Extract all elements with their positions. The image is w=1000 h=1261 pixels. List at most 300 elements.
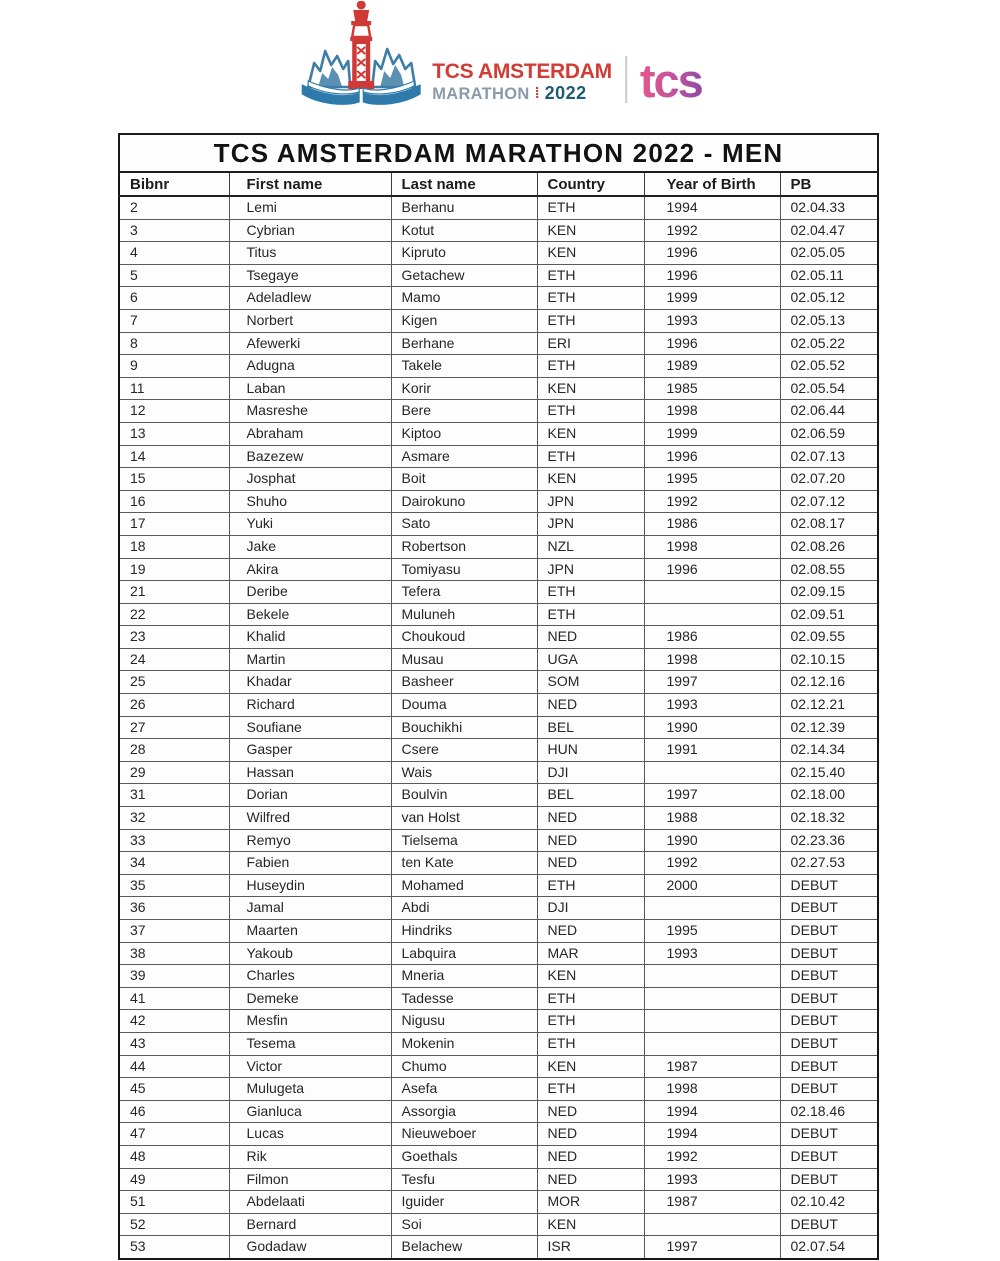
pb-cell: 02.18.46: [780, 1100, 878, 1123]
runner-row: [119, 581, 878, 604]
pb-cell: 02.18.32: [780, 807, 878, 830]
pb-cell: 02.09.55: [780, 626, 878, 649]
bibnr-cell: 42: [119, 1010, 229, 1033]
country-cell: ETH: [537, 581, 644, 604]
runner-row: [119, 1145, 878, 1168]
pb-cell: DEBUT: [780, 965, 878, 988]
bibnr-cell: 49: [119, 1168, 229, 1191]
country-cell: NED: [537, 694, 644, 717]
runner-row: [119, 264, 878, 287]
pb-cell: 02.05.22: [780, 332, 878, 355]
column-header-last-name: Last name: [391, 172, 537, 196]
runner-row: [119, 648, 878, 671]
last-name-cell: Mohamed: [391, 874, 537, 897]
runner-row: [119, 468, 878, 491]
runner-row: [119, 309, 878, 332]
year-of-birth-cell: 1993: [644, 942, 780, 965]
year-of-birth-cell: [644, 897, 780, 920]
country-cell: NED: [537, 1100, 644, 1123]
bibnr-cell: 7: [119, 309, 229, 332]
runner-row: [119, 1100, 878, 1123]
column-header-pb: PB: [780, 172, 878, 196]
country-cell: NED: [537, 626, 644, 649]
first-name-cell: Wilfred: [229, 807, 391, 830]
pb-cell: DEBUT: [780, 1123, 878, 1146]
bibnr-cell: 17: [119, 513, 229, 536]
year-of-birth-cell: 1998: [644, 1078, 780, 1101]
last-name-cell: Abdi: [391, 897, 537, 920]
last-name-cell: Tomiyasu: [391, 558, 537, 581]
column-header-country: Country: [537, 172, 644, 196]
year-of-birth-cell: 1992: [644, 490, 780, 513]
logo-dots-separator-icon: ⁞: [534, 84, 540, 102]
bibnr-cell: 14: [119, 445, 229, 468]
bibnr-cell: 39: [119, 965, 229, 988]
first-name-cell: Khadar: [229, 671, 391, 694]
last-name-cell: Kiptoo: [391, 422, 537, 445]
runner-row: [119, 920, 878, 943]
last-name-cell: Musau: [391, 648, 537, 671]
bibnr-cell: 28: [119, 739, 229, 762]
bibnr-cell: 24: [119, 648, 229, 671]
pb-cell: 02.06.59: [780, 422, 878, 445]
year-of-birth-cell: 1997: [644, 1236, 780, 1259]
first-name-cell: Yakoub: [229, 942, 391, 965]
year-of-birth-cell: 1992: [644, 1145, 780, 1168]
year-of-birth-cell: [644, 1032, 780, 1055]
runner-row: [119, 987, 878, 1010]
country-cell: NED: [537, 829, 644, 852]
first-name-cell: Remyo: [229, 829, 391, 852]
year-of-birth-cell: 1994: [644, 1100, 780, 1123]
last-name-cell: Korir: [391, 377, 537, 400]
runner-row: [119, 1191, 878, 1214]
last-name-cell: van Holst: [391, 807, 537, 830]
last-name-cell: Soi: [391, 1213, 537, 1236]
country-cell: NED: [537, 852, 644, 875]
runner-row: [119, 377, 878, 400]
year-of-birth-cell: 1998: [644, 400, 780, 423]
runner-row: [119, 242, 878, 265]
table-title: TCS AMSTERDAM MARATHON 2022 - MEN: [119, 134, 878, 172]
last-name-cell: Labquira: [391, 942, 537, 965]
logo-title-line2: [432, 84, 612, 103]
country-cell: NZL: [537, 535, 644, 558]
first-name-cell: Lucas: [229, 1123, 391, 1146]
runner-row: [119, 535, 878, 558]
pb-cell: 02.10.42: [780, 1191, 878, 1214]
bibnr-cell: 52: [119, 1213, 229, 1236]
column-header-year-of-birth: Year of Birth: [644, 172, 780, 196]
country-cell: ETH: [537, 445, 644, 468]
pb-cell: DEBUT: [780, 1213, 878, 1236]
pb-cell: DEBUT: [780, 874, 878, 897]
pb-cell: 02.07.54: [780, 1236, 878, 1259]
bibnr-cell: 25: [119, 671, 229, 694]
runner-row: [119, 1168, 878, 1191]
marathon-logo: [298, 0, 702, 107]
first-name-cell: Demeke: [229, 987, 391, 1010]
year-of-birth-cell: 1989: [644, 355, 780, 378]
bibnr-cell: 35: [119, 874, 229, 897]
country-cell: ETH: [537, 1032, 644, 1055]
country-cell: JPN: [537, 513, 644, 536]
bibnr-cell: 27: [119, 716, 229, 739]
bibnr-cell: 2: [119, 196, 229, 219]
country-cell: ETH: [537, 287, 644, 310]
country-cell: HUN: [537, 739, 644, 762]
year-of-birth-cell: [644, 965, 780, 988]
first-name-cell: Soufiane: [229, 716, 391, 739]
bibnr-cell: 36: [119, 897, 229, 920]
last-name-cell: Iguider: [391, 1191, 537, 1214]
pb-cell: 02.04.33: [780, 196, 878, 219]
country-cell: KEN: [537, 219, 644, 242]
last-name-cell: Nieuweboer: [391, 1123, 537, 1146]
first-name-cell: Dorian: [229, 784, 391, 807]
pb-cell: 02.08.26: [780, 535, 878, 558]
country-cell: MOR: [537, 1191, 644, 1214]
pb-cell: DEBUT: [780, 942, 878, 965]
first-name-cell: Godadaw: [229, 1236, 391, 1259]
logo-marathon-text: MARATHON: [432, 84, 530, 103]
country-cell: JPN: [537, 558, 644, 581]
bibnr-cell: 6: [119, 287, 229, 310]
pb-cell: DEBUT: [780, 1032, 878, 1055]
runner-row: [119, 829, 878, 852]
last-name-cell: Basheer: [391, 671, 537, 694]
country-cell: NED: [537, 807, 644, 830]
country-cell: ISR: [537, 1236, 644, 1259]
last-name-cell: Goethals: [391, 1145, 537, 1168]
last-name-cell: Tielsema: [391, 829, 537, 852]
bibnr-cell: 38: [119, 942, 229, 965]
first-name-cell: Charles: [229, 965, 391, 988]
bibnr-cell: 51: [119, 1191, 229, 1214]
country-cell: ETH: [537, 309, 644, 332]
pb-cell: 02.10.15: [780, 648, 878, 671]
first-name-cell: Victor: [229, 1055, 391, 1078]
runner-row: [119, 490, 878, 513]
pb-cell: 02.12.39: [780, 716, 878, 739]
first-name-cell: Huseydin: [229, 874, 391, 897]
runner-row: [119, 1032, 878, 1055]
bibnr-cell: 4: [119, 242, 229, 265]
year-of-birth-cell: [644, 761, 780, 784]
country-cell: SOM: [537, 671, 644, 694]
pb-cell: 02.08.17: [780, 513, 878, 536]
last-name-cell: Tadesse: [391, 987, 537, 1010]
last-name-cell: Chumo: [391, 1055, 537, 1078]
first-name-cell: Laban: [229, 377, 391, 400]
runner-row: [119, 1010, 878, 1033]
last-name-cell: Mneria: [391, 965, 537, 988]
year-of-birth-cell: 1996: [644, 558, 780, 581]
runner-row: [119, 287, 878, 310]
pb-cell: 02.15.40: [780, 761, 878, 784]
runner-row: [119, 671, 878, 694]
first-name-cell: Tesema: [229, 1032, 391, 1055]
bibnr-cell: 29: [119, 761, 229, 784]
runner-row: [119, 626, 878, 649]
year-of-birth-cell: 1995: [644, 920, 780, 943]
bibnr-cell: 11: [119, 377, 229, 400]
pb-cell: 02.23.36: [780, 829, 878, 852]
last-name-cell: Takele: [391, 355, 537, 378]
first-name-cell: Richard: [229, 694, 391, 717]
runner-row: [119, 558, 878, 581]
first-name-cell: Afewerki: [229, 332, 391, 355]
pb-cell: 02.07.13: [780, 445, 878, 468]
bibnr-cell: 18: [119, 535, 229, 558]
last-name-cell: Bouchikhi: [391, 716, 537, 739]
pb-cell: 02.09.51: [780, 603, 878, 626]
country-cell: ETH: [537, 1010, 644, 1033]
column-header-bibnr: Bibnr: [119, 172, 229, 196]
year-of-birth-cell: 1985: [644, 377, 780, 400]
year-of-birth-cell: 1998: [644, 535, 780, 558]
last-name-cell: Choukoud: [391, 626, 537, 649]
first-name-cell: Mulugeta: [229, 1078, 391, 1101]
bibnr-cell: 41: [119, 987, 229, 1010]
country-cell: ETH: [537, 1078, 644, 1101]
last-name-cell: Muluneh: [391, 603, 537, 626]
first-name-cell: Titus: [229, 242, 391, 265]
country-cell: ETH: [537, 874, 644, 897]
year-of-birth-cell: 1990: [644, 829, 780, 852]
year-of-birth-cell: 1995: [644, 468, 780, 491]
first-name-cell: Bernard: [229, 1213, 391, 1236]
first-name-cell: Gianluca: [229, 1100, 391, 1123]
last-name-cell: Dairokuno: [391, 490, 537, 513]
country-cell: KEN: [537, 965, 644, 988]
first-name-cell: Abraham: [229, 422, 391, 445]
last-name-cell: Sato: [391, 513, 537, 536]
country-cell: DJI: [537, 897, 644, 920]
year-of-birth-cell: 1999: [644, 422, 780, 445]
runner-row: [119, 942, 878, 965]
runner-row: [119, 400, 878, 423]
country-cell: BEL: [537, 784, 644, 807]
pb-cell: 02.05.13: [780, 309, 878, 332]
year-of-birth-cell: 1993: [644, 694, 780, 717]
country-cell: NED: [537, 920, 644, 943]
first-name-cell: Bekele: [229, 603, 391, 626]
pb-cell: 02.08.55: [780, 558, 878, 581]
bibnr-cell: 46: [119, 1100, 229, 1123]
country-cell: ETH: [537, 400, 644, 423]
year-of-birth-cell: 1990: [644, 716, 780, 739]
runner-row: [119, 332, 878, 355]
last-name-cell: Mamo: [391, 287, 537, 310]
bibnr-cell: 19: [119, 558, 229, 581]
pb-cell: DEBUT: [780, 1010, 878, 1033]
runner-row: [119, 1078, 878, 1101]
first-name-cell: Gasper: [229, 739, 391, 762]
first-name-cell: Maarten: [229, 920, 391, 943]
runner-row: [119, 739, 878, 762]
runner-row: [119, 852, 878, 875]
year-of-birth-cell: 2000: [644, 874, 780, 897]
pb-cell: 02.27.53: [780, 852, 878, 875]
last-name-cell: Csere: [391, 739, 537, 762]
last-name-cell: Bere: [391, 400, 537, 423]
country-cell: BEL: [537, 716, 644, 739]
last-name-cell: Kipruto: [391, 242, 537, 265]
last-name-cell: Kigen: [391, 309, 537, 332]
column-header-first-name: First name: [229, 172, 391, 196]
country-cell: ETH: [537, 355, 644, 378]
first-name-cell: Hassan: [229, 761, 391, 784]
first-name-cell: Bazezew: [229, 445, 391, 468]
country-cell: DJI: [537, 761, 644, 784]
table-body: [119, 196, 878, 1259]
pb-cell: 02.18.00: [780, 784, 878, 807]
last-name-cell: Assorgia: [391, 1100, 537, 1123]
runner-row: [119, 807, 878, 830]
country-cell: ETH: [537, 264, 644, 287]
bibnr-cell: 32: [119, 807, 229, 830]
country-cell: ETH: [537, 987, 644, 1010]
bibnr-cell: 45: [119, 1078, 229, 1101]
runner-row: [119, 196, 878, 219]
last-name-cell: Getachew: [391, 264, 537, 287]
year-of-birth-cell: [644, 1213, 780, 1236]
pb-cell: 02.05.54: [780, 377, 878, 400]
last-name-cell: Boulvin: [391, 784, 537, 807]
country-cell: NED: [537, 1168, 644, 1191]
last-name-cell: Asmare: [391, 445, 537, 468]
pb-cell: DEBUT: [780, 987, 878, 1010]
runner-row: [119, 874, 878, 897]
pb-cell: 02.07.12: [780, 490, 878, 513]
logo-text-block: [432, 61, 612, 107]
first-name-cell: Tsegaye: [229, 264, 391, 287]
bibnr-cell: 31: [119, 784, 229, 807]
year-of-birth-cell: 1987: [644, 1055, 780, 1078]
logo-title-line1: TCS AMSTERDAM: [432, 59, 612, 83]
bibnr-cell: 23: [119, 626, 229, 649]
bibnr-cell: 26: [119, 694, 229, 717]
pb-cell: DEBUT: [780, 1078, 878, 1101]
pb-cell: 02.04.47: [780, 219, 878, 242]
last-name-cell: Berhanu: [391, 196, 537, 219]
last-name-cell: Tesfu: [391, 1168, 537, 1191]
first-name-cell: Filmon: [229, 1168, 391, 1191]
pb-cell: 02.12.16: [780, 671, 878, 694]
table-title-row: [119, 134, 878, 172]
country-cell: UGA: [537, 648, 644, 671]
runner-row: [119, 219, 878, 242]
country-cell: KEN: [537, 422, 644, 445]
first-name-cell: Abdelaati: [229, 1191, 391, 1214]
bibnr-cell: 47: [119, 1123, 229, 1146]
last-name-cell: Kotut: [391, 219, 537, 242]
first-name-cell: Jake: [229, 535, 391, 558]
pb-cell: DEBUT: [780, 897, 878, 920]
first-name-cell: Deribe: [229, 581, 391, 604]
country-cell: NED: [537, 1123, 644, 1146]
last-name-cell: Mokenin: [391, 1032, 537, 1055]
year-of-birth-cell: 1997: [644, 671, 780, 694]
country-cell: KEN: [537, 377, 644, 400]
runner-row: [119, 513, 878, 536]
year-of-birth-cell: 1986: [644, 626, 780, 649]
runner-row: [119, 445, 878, 468]
last-name-cell: Hindriks: [391, 920, 537, 943]
runner-row: [119, 422, 878, 445]
bibnr-cell: 12: [119, 400, 229, 423]
pb-cell: 02.05.12: [780, 287, 878, 310]
first-name-cell: Lemi: [229, 196, 391, 219]
last-name-cell: Asefa: [391, 1078, 537, 1101]
first-name-cell: Khalid: [229, 626, 391, 649]
last-name-cell: Belachew: [391, 1236, 537, 1259]
first-name-cell: Jamal: [229, 897, 391, 920]
runner-row: [119, 965, 878, 988]
pb-cell: 02.14.34: [780, 739, 878, 762]
year-of-birth-cell: [644, 603, 780, 626]
pb-cell: 02.12.21: [780, 694, 878, 717]
year-of-birth-cell: 1992: [644, 219, 780, 242]
logo-year-text: 2022: [544, 82, 587, 103]
runner-row: [119, 1236, 878, 1259]
runner-row: [119, 603, 878, 626]
pb-cell: DEBUT: [780, 1055, 878, 1078]
country-cell: ERI: [537, 332, 644, 355]
runner-row: [119, 761, 878, 784]
first-name-cell: Cybrian: [229, 219, 391, 242]
year-of-birth-cell: [644, 987, 780, 1010]
year-of-birth-cell: 1996: [644, 332, 780, 355]
first-name-cell: Akira: [229, 558, 391, 581]
first-name-cell: Josphat: [229, 468, 391, 491]
bibnr-cell: 44: [119, 1055, 229, 1078]
year-of-birth-cell: 1988: [644, 807, 780, 830]
pb-cell: 02.05.52: [780, 355, 878, 378]
last-name-cell: Douma: [391, 694, 537, 717]
bibnr-cell: 3: [119, 219, 229, 242]
country-cell: KEN: [537, 468, 644, 491]
first-name-cell: Adugna: [229, 355, 391, 378]
bibnr-cell: 22: [119, 603, 229, 626]
pb-cell: DEBUT: [780, 1145, 878, 1168]
runner-row: [119, 355, 878, 378]
country-cell: ETH: [537, 603, 644, 626]
year-of-birth-cell: 1987: [644, 1191, 780, 1214]
bibnr-cell: 53: [119, 1236, 229, 1259]
first-name-cell: Masreshe: [229, 400, 391, 423]
bibnr-cell: 33: [119, 829, 229, 852]
pb-cell: 02.05.05: [780, 242, 878, 265]
year-of-birth-cell: 1996: [644, 264, 780, 287]
country-cell: KEN: [537, 242, 644, 265]
year-of-birth-cell: 1994: [644, 196, 780, 219]
runner-row: [119, 1055, 878, 1078]
last-name-cell: ten Kate: [391, 852, 537, 875]
bibnr-cell: 43: [119, 1032, 229, 1055]
bibnr-cell: 34: [119, 852, 229, 875]
country-cell: MAR: [537, 942, 644, 965]
first-name-cell: Adeladlew: [229, 287, 391, 310]
year-of-birth-cell: [644, 1010, 780, 1033]
last-name-cell: Nigusu: [391, 1010, 537, 1033]
last-name-cell: Tefera: [391, 581, 537, 604]
bibnr-cell: 21: [119, 581, 229, 604]
runner-row: [119, 1123, 878, 1146]
country-cell: JPN: [537, 490, 644, 513]
tcs-wordmark: tcs: [639, 54, 702, 108]
